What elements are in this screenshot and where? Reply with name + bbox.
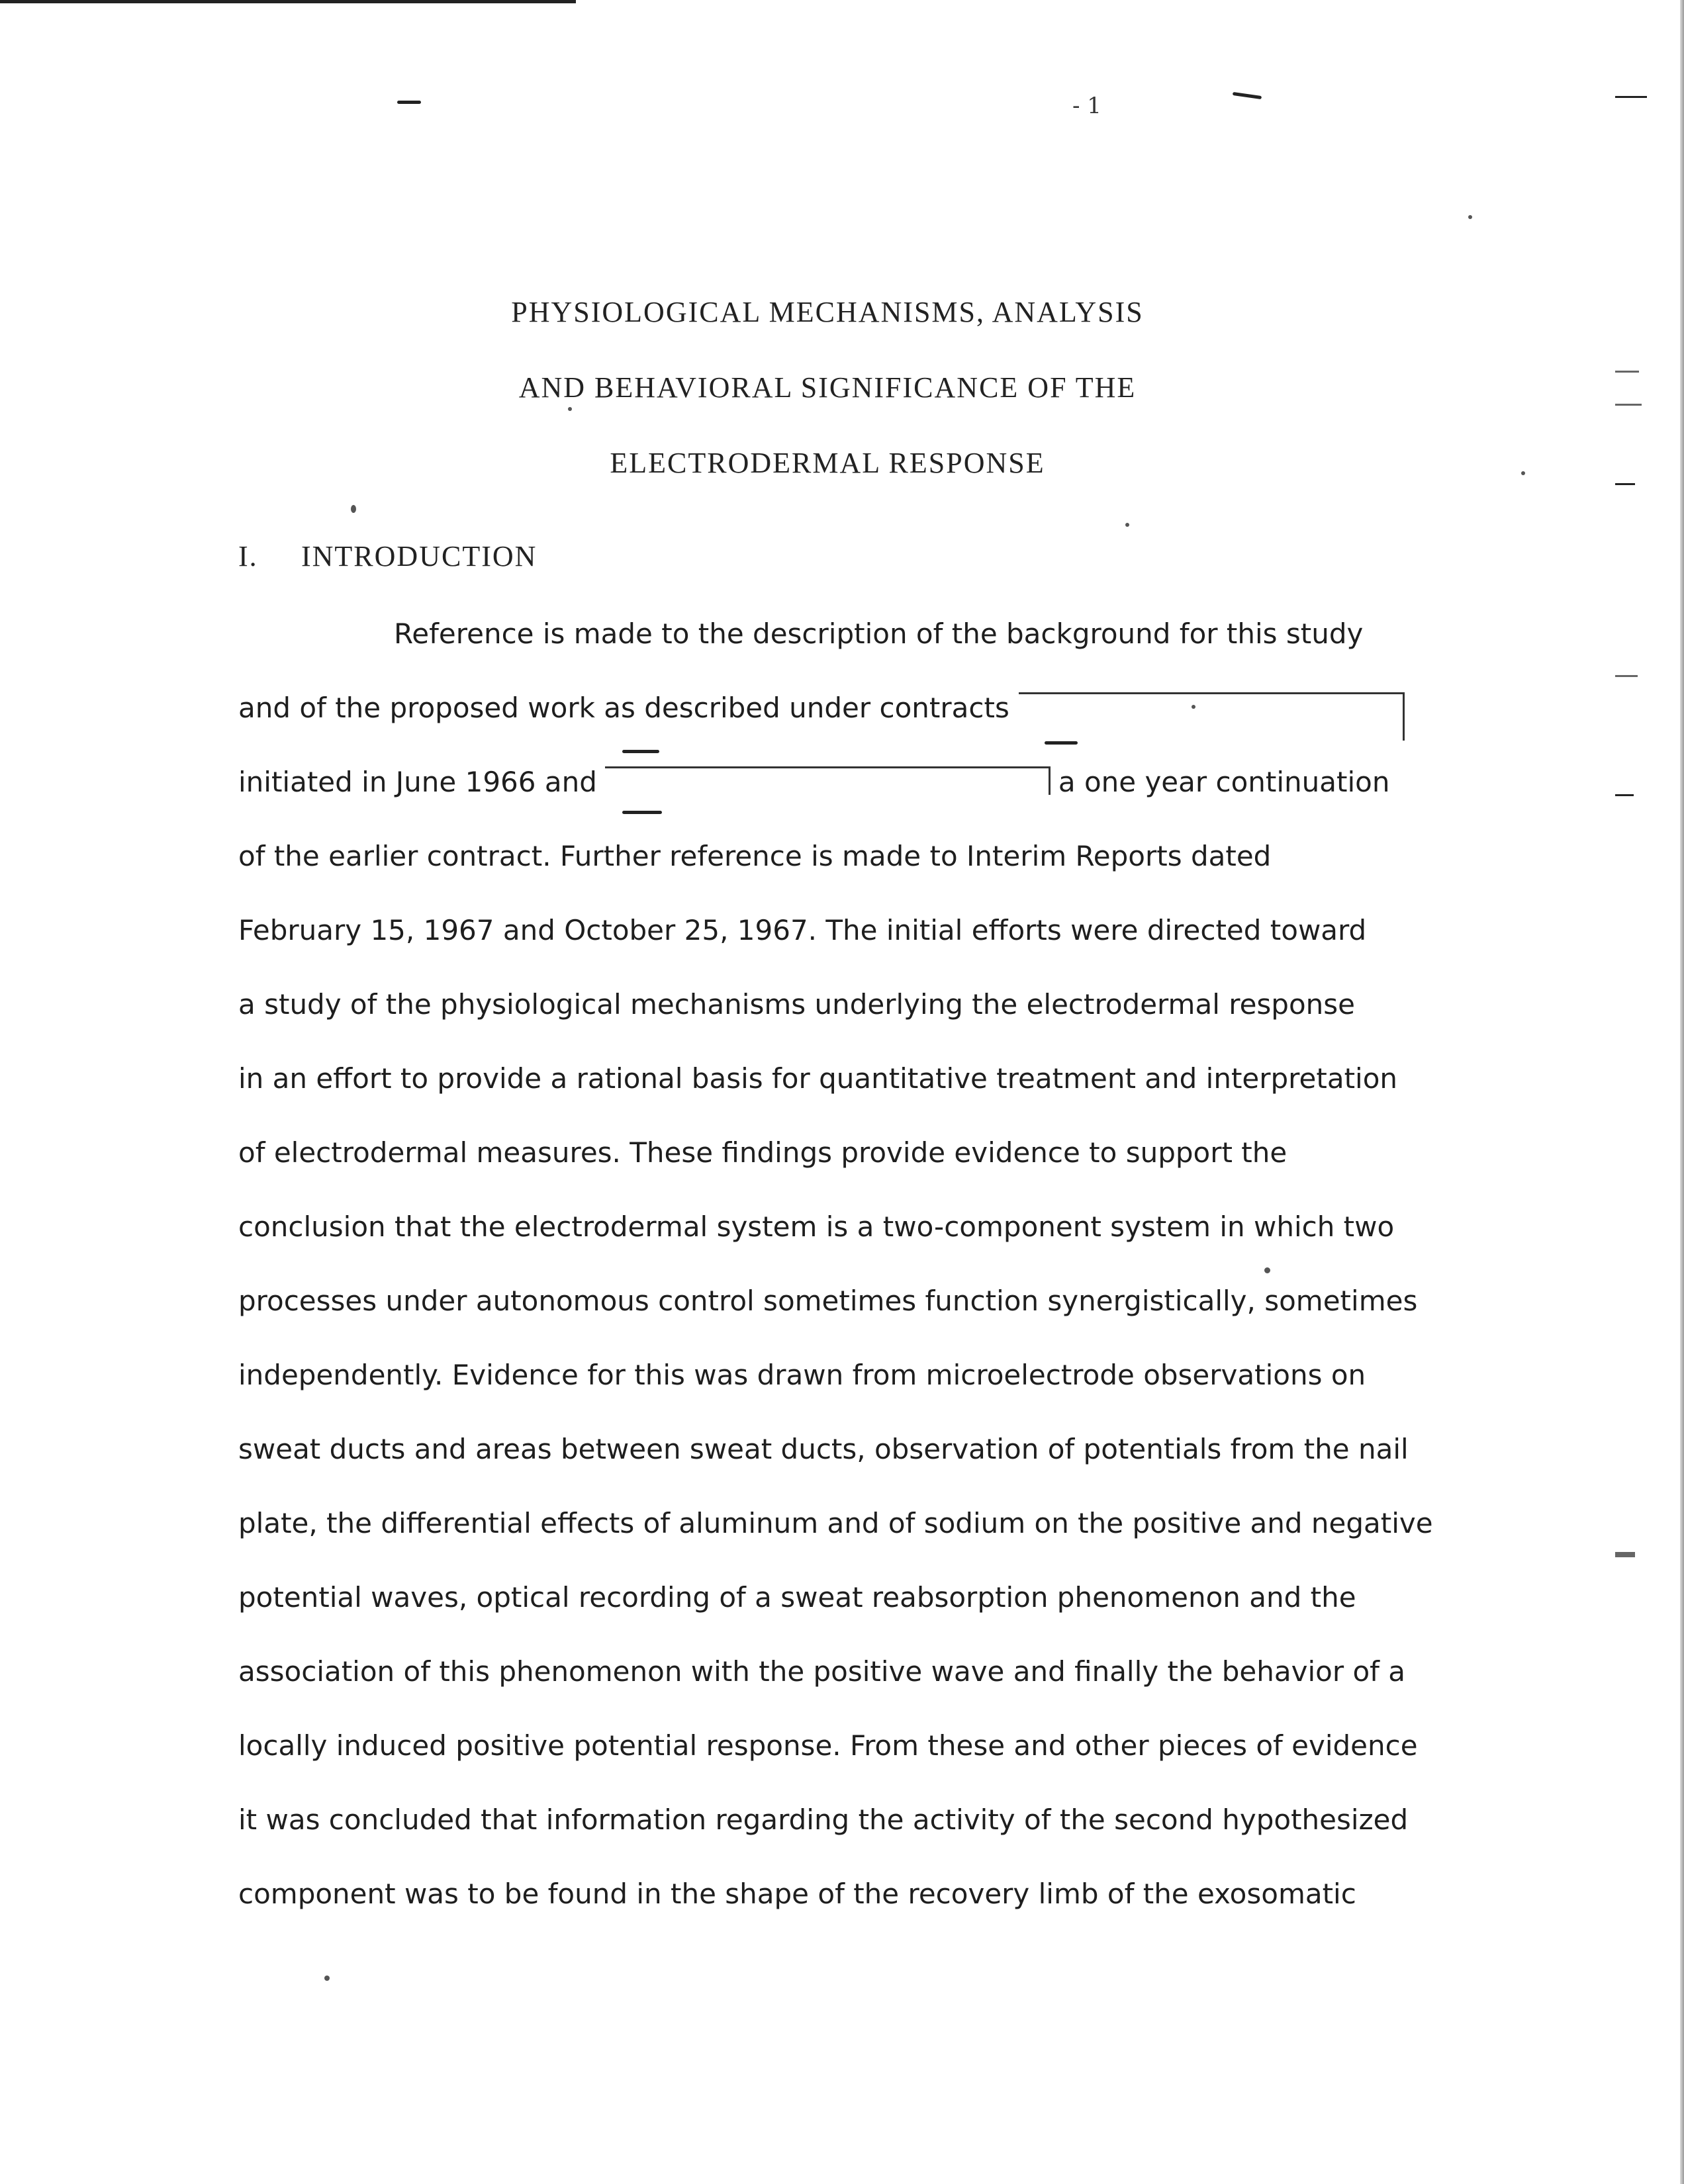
body-line: of the earlier contract. Further reference is made to Interim Reports dated <box>238 840 1272 872</box>
title-line-3: ELECTRODERMAL RESPONSE <box>610 447 1045 479</box>
body-line: sweat ducts and areas between sweat ducts, observation of potentials from the nail <box>238 1433 1409 1465</box>
title-line-2: AND BEHAVIORAL SIGNIFICANCE OF THE <box>518 371 1137 404</box>
top-scan-rule <box>0 0 576 3</box>
body-line: Reference is made to the description of the background for this study <box>394 617 1364 650</box>
body-paragraph <box>238 615 1496 1950</box>
body-line <box>238 690 1496 764</box>
section-heading <box>238 539 537 573</box>
body-line-text: initiated in June 1966 and <box>238 766 597 798</box>
body-line: independently. Evidence for this was drawn from microelectrode observations on <box>238 1359 1366 1391</box>
scan-smudge <box>1233 92 1262 99</box>
title-line-1: PHYSIOLOGICAL MECHANISMS, ANALYSIS <box>511 296 1144 328</box>
body-line: of electrodermal measures. These findings provide evidence to support the <box>238 1136 1287 1169</box>
scan-speck <box>351 505 356 513</box>
page-number: - 1 <box>1072 93 1101 119</box>
redacted-blank <box>1019 692 1405 741</box>
section-number: I. <box>238 540 258 572</box>
scan-speck <box>1125 523 1129 527</box>
body-line: potential waves, optical recording of a sweat reabsorption phenomenon and the <box>238 1581 1356 1614</box>
body-line: a study of the physiological mechanisms underlying the electrodermal response <box>238 988 1355 1021</box>
body-line: February 15, 1967 and October 25, 1967. The initial efforts were directed toward <box>238 914 1367 946</box>
body-line: in an effort to provide a rational basis for quantitative treatment and interpretation <box>238 1062 1398 1095</box>
body-line: association of this phenomenon with the positive wave and finally the behavior of a <box>238 1655 1406 1688</box>
body-line: plate, the differential effects of aluminum and of sodium on the positive and negative <box>238 1507 1433 1539</box>
body-line: processes under autonomous control sometimes function synergistically, sometimes <box>238 1285 1418 1317</box>
redacted-blank <box>605 766 1051 795</box>
scan-speck <box>1521 471 1525 475</box>
scan-speck <box>1468 215 1472 219</box>
scan-speck <box>324 1976 330 1981</box>
scan-smudge <box>397 101 421 104</box>
body-line: it was concluded that information regarding the activity of the second hypothesized <box>238 1803 1409 1836</box>
body-line-text: a one year continuation <box>1058 766 1390 798</box>
body-line-text: and of the proposed work as described under contracts <box>238 692 1009 724</box>
body-line <box>238 764 1496 838</box>
section-title: INTRODUCTION <box>301 540 538 572</box>
right-scan-edge <box>1680 0 1684 2184</box>
margin-scan-marks <box>1615 86 1655 1741</box>
body-line: component was to be found in the shape of the recovery limb of the exosomatic <box>238 1878 1356 1910</box>
document-title <box>371 275 1284 501</box>
body-line: conclusion that the electrodermal system is a two-component system in which two <box>238 1210 1395 1243</box>
body-line: locally induced positive potential response. From these and other pieces of evidence <box>238 1729 1418 1762</box>
